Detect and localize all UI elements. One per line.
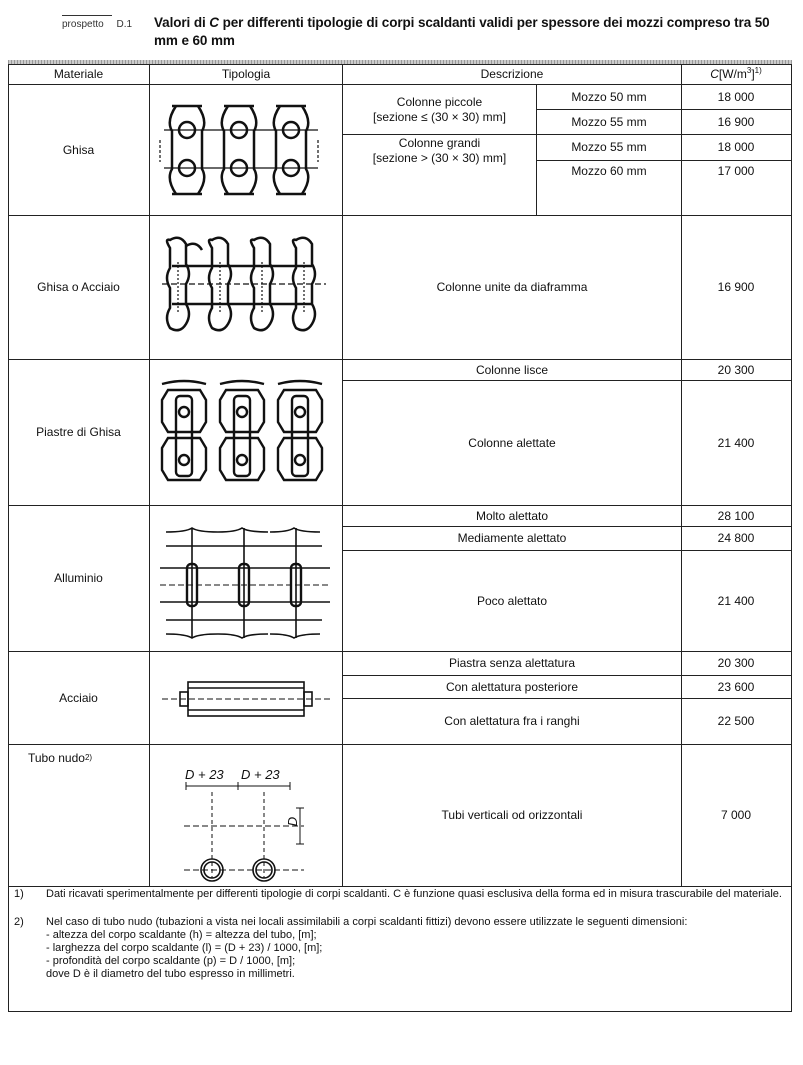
material-piastre: Piastre di Ghisa xyxy=(36,425,121,439)
material-ghisa-acciaio: Ghisa o Acciaio xyxy=(37,280,120,294)
c-close: ] xyxy=(751,66,755,81)
desc-cell: Molto alettato xyxy=(475,508,549,523)
value-cell: 22 500 xyxy=(717,714,755,728)
mozzo-cell: Mozzo 55 mm xyxy=(571,114,647,129)
c-exp: 3 xyxy=(746,65,752,75)
grid-line xyxy=(149,64,150,886)
desc-line: [sezione ≤ (30 × 30) mm] xyxy=(373,109,506,124)
value-cell: 23 600 xyxy=(717,679,755,694)
desc-colonne-grandi xyxy=(343,135,536,167)
diaphragm-column-drawing xyxy=(158,232,334,344)
dim-d-label: D xyxy=(285,816,301,827)
material-ghisa: Ghisa xyxy=(62,142,95,157)
value-cell: 18 000 xyxy=(717,89,755,104)
note-text: - profondità del corpo scaldante (p) = D / 1000, [m]; xyxy=(46,955,296,967)
desc-colonne-unite: Colonne unite da diaframma xyxy=(436,280,588,294)
desc-cell: Piastra senza alettatura xyxy=(448,656,576,670)
col-header-descrizione: Descrizione xyxy=(480,66,544,81)
value-cell: 16 900 xyxy=(717,114,755,129)
value-cell: 28 100 xyxy=(717,508,755,523)
c-note-ref: 1) xyxy=(754,65,762,75)
col-header-tipologia: Tipologia xyxy=(221,66,271,81)
dim-label: D + 23 xyxy=(241,767,280,782)
title-suffix: per differenti tipologie di corpi scaldanti validi per spessore dei mozzi compreso tra 50 mm e 60 mm xyxy=(154,15,770,48)
dim-label: D + 23 xyxy=(185,767,224,782)
c-unit: [W/m xyxy=(718,66,747,81)
steel-panel-drawing xyxy=(158,674,334,724)
title-var: C xyxy=(209,15,219,30)
values-table xyxy=(8,64,792,1065)
note-text: - altezza del corpo scaldante (h) = altezza del tubo, [m]; xyxy=(46,929,317,941)
value-cell: 20 300 xyxy=(717,656,755,670)
desc-line: Colonne grandi xyxy=(398,136,481,150)
value-cell: 21 400 xyxy=(717,435,755,450)
note-text: - larghezza del corpo scaldante (l) = (D + 23) / 1000, [m]; xyxy=(46,942,323,954)
aluminium-fin-drawing xyxy=(158,524,334,642)
value-cell: 17 000 xyxy=(717,163,755,178)
ghisa-column-drawing xyxy=(158,96,334,204)
value-cell: 20 300 xyxy=(717,362,755,377)
material-alluminio: Alluminio xyxy=(54,571,103,585)
desc-line: Colonne piccole xyxy=(396,94,483,109)
value-cell: 16 900 xyxy=(717,280,755,294)
note-text: dove D è il diametro del tubo espresso in millimetri. xyxy=(46,968,295,980)
value-cell: 7 000 xyxy=(720,808,752,822)
prospetto-label xyxy=(62,19,132,30)
desc-cell: Mediamente alettato xyxy=(457,531,567,545)
material-acciaio: Acciaio xyxy=(59,690,98,705)
tubo-label: Tubo nudo xyxy=(28,750,85,765)
desc-cell: Colonne alettate xyxy=(468,435,556,450)
grid-line xyxy=(8,886,791,887)
col-header-materiale: Materiale xyxy=(53,66,104,81)
table-title xyxy=(154,14,784,50)
col-header-c xyxy=(682,64,790,84)
prospetto-number: D.1 xyxy=(116,19,133,30)
c-var: C xyxy=(710,66,719,81)
desc-cell: Tubi verticali od orizzontali xyxy=(441,808,583,822)
value-cell: 18 000 xyxy=(717,140,755,154)
desc-cell: Con alettatura posteriore xyxy=(445,679,579,694)
value-cell: 21 400 xyxy=(717,593,755,608)
prospetto-word: prospetto xyxy=(62,19,104,30)
table-header xyxy=(62,14,792,56)
note-text: Dati ricavati sperimentalmente per differenti tipologie di corpi scaldanti. C è funzione quasi esclusiva della forma ed in misura trascurabile del materiale. xyxy=(46,888,782,900)
tube-dim-labels xyxy=(183,767,303,783)
mozzo-cell: Mozzo 60 mm xyxy=(571,163,647,178)
desc-cell: Poco alettato xyxy=(476,593,548,608)
desc-line: [sezione > (30 × 30) mm] xyxy=(372,151,507,165)
plate-drawing xyxy=(158,376,334,496)
mozzo-cell: Mozzo 50 mm xyxy=(571,89,647,104)
material-tubo: Tubo nudo 2) xyxy=(28,750,93,765)
bare-tube-drawing xyxy=(178,782,318,882)
desc-cell: Con alettatura fra i ranghi xyxy=(444,714,580,728)
desc-colonne-piccole xyxy=(343,85,536,134)
desc-cell: Colonne lisce xyxy=(475,362,549,377)
note-text: Nel caso di tubo nudo (tubazioni a vista nei locali assimilabili a corpi scaldanti fittizi) devono essere utilizzate le seguenti dimensioni: xyxy=(46,916,688,928)
note-number: 2) xyxy=(14,916,24,928)
title-prefix: Valori di xyxy=(154,15,210,30)
note-number: 1) xyxy=(14,888,24,900)
value-cell: 24 800 xyxy=(717,531,755,545)
mozzo-cell: Mozzo 55 mm xyxy=(571,140,647,154)
